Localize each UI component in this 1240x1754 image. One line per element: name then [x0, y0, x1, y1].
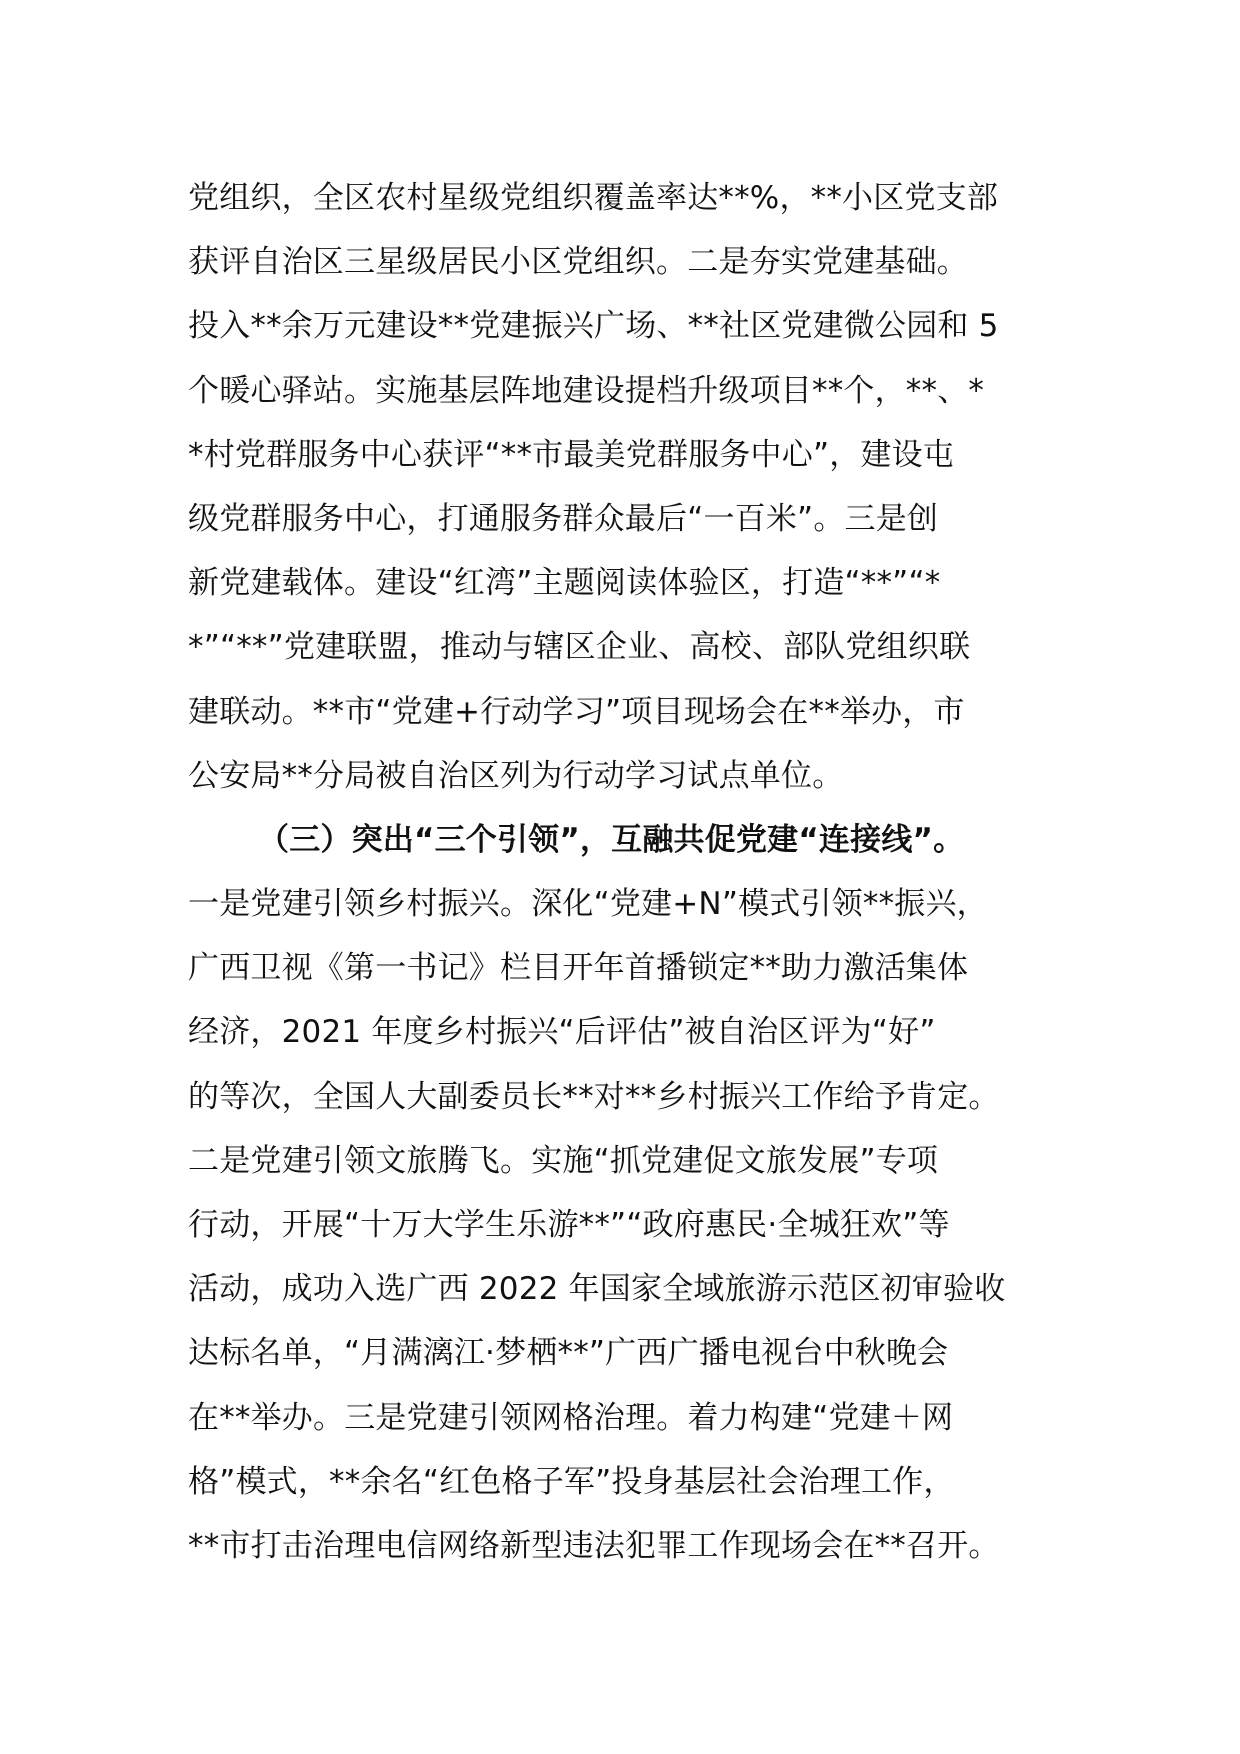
text-line: 的等次，全国人大副委员长**对**乡村振兴工作给予肯定。 [188, 1078, 1000, 1115]
text-line: 格”模式，**余名“红色格子军”投身基层社会治理工作， [188, 1463, 955, 1500]
section-heading: （三）突出“三个引领”，互融共促党建“连接线”。 [258, 821, 965, 858]
text-line: 新党建载体。建设“红湾”主题阅读体验区，打造“**”“* [188, 565, 941, 602]
text-line: 级党群服务中心，打通服务群众最后“一百米”。三是创 [188, 500, 939, 537]
text-line: 行动，开展“十万大学生乐游**”“政府惠民·全城狂欢”等 [188, 1207, 950, 1243]
text-line: 经济，2021 年度乡村振兴“后评估”被自治区评为“好” [188, 1014, 936, 1051]
text-line: 在**举办。三是党建引领网格治理。着力构建“党建＋网 [188, 1399, 954, 1436]
text-line: 达标名单，“月满漓江·梦栖**”广西广播电视台中秋晚会 [188, 1335, 949, 1372]
text-line: **市打击治理电信网络新型违法犯罪工作现场会在**召开。 [188, 1527, 1000, 1564]
text-line: 活动，成功入选广西 2022 年国家全域旅游示范区初审验收 [188, 1271, 1006, 1308]
text-line: 二是党建引领文旅腾飞。实施“抓党建促文旅发展”专项 [188, 1142, 939, 1179]
text-line: 广西卫视《第一书记》栏目开年首播锁定**助力激活集体 [188, 950, 969, 987]
body-text [188, 166, 1088, 1578]
text-line: 获评自治区三星级居民小区党组织。二是夯实党建基础。 [188, 244, 968, 281]
text-line: 建联动。**市“党建+行动学习”项目现场会在**举办，市 [188, 693, 965, 730]
text-line: 公安局**分局被自治区列为行动学习试点单位。 [188, 757, 844, 794]
text-line: 个暖心驿站。实施基层阵地建设提档升级项目**个，**、* [188, 372, 985, 409]
text-line: *”“**”党建联盟，推动与辖区企业、高校、部队党组织联 [188, 629, 971, 666]
text-line: *村党群服务中心获评“**市最美党群服务中心”，建设屯 [188, 436, 955, 473]
text-line: 投入**余万元建设**党建振兴广场、**社区党建微公园和 5 [188, 308, 999, 345]
text-line: 一是党建引领乡村振兴。深化“党建+N”模式引领**振兴， [188, 886, 988, 923]
text-line: 党组织，全区农村星级党组织覆盖率达**%，**小区党支部 [188, 180, 999, 216]
